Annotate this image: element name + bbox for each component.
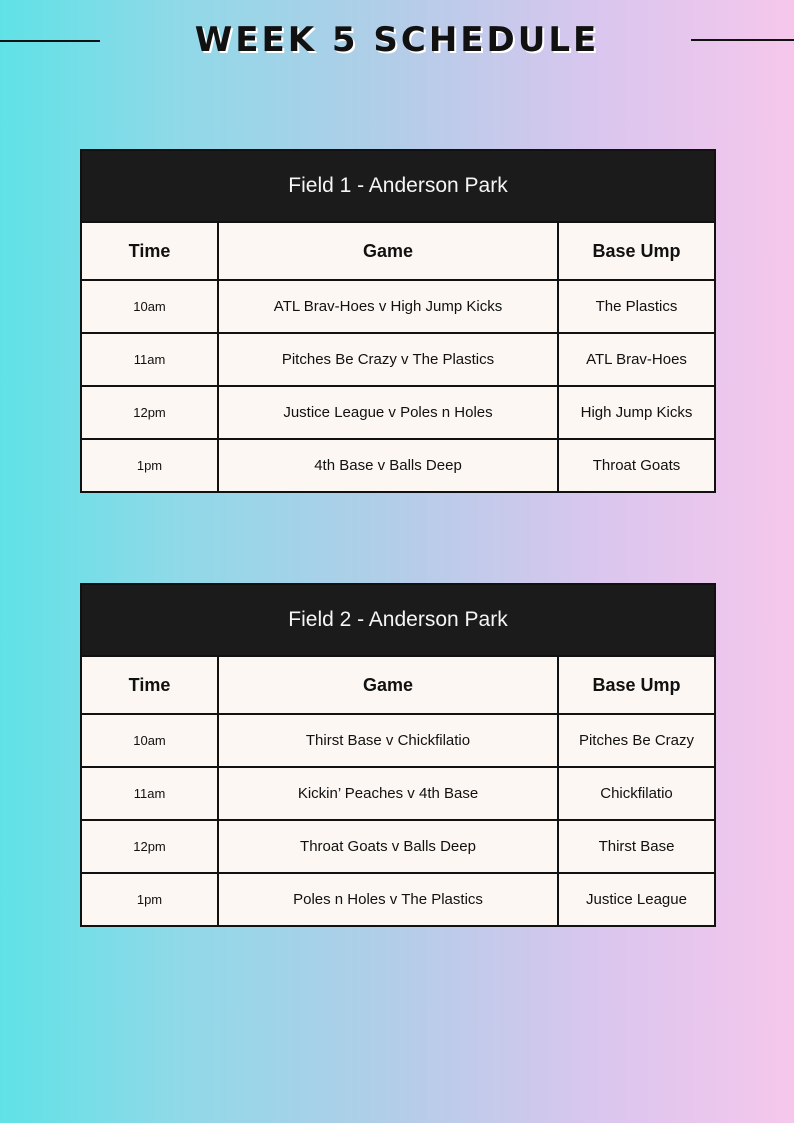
game-cell: Kickin’ Peaches v 4th Base [218, 767, 558, 820]
table-row [81, 714, 715, 767]
column-header-row [81, 656, 715, 714]
page-title: WEEK 5 SCHEDULE [194, 20, 600, 60]
ump-cell: Thirst Base [558, 820, 715, 873]
ump-cell: High Jump Kicks [558, 386, 715, 439]
game-cell: Justice League v Poles n Holes [218, 386, 558, 439]
game-column-header: Game [218, 222, 558, 280]
ump-column-header: Base Ump [558, 656, 715, 714]
time-column-header: Time [81, 656, 218, 714]
time-cell: 10am [81, 280, 218, 333]
field-2-schedule [80, 583, 714, 927]
table-row [81, 873, 715, 926]
table-row [81, 280, 715, 333]
game-cell: Throat Goats v Balls Deep [218, 820, 558, 873]
game-cell: 4th Base v Balls Deep [218, 439, 558, 492]
ump-cell: Justice League [558, 873, 715, 926]
field-1-schedule [80, 149, 714, 493]
table-row [81, 820, 715, 873]
ump-cell: Throat Goats [558, 439, 715, 492]
ump-cell: The Plastics [558, 280, 715, 333]
game-column-header: Game [218, 656, 558, 714]
time-column-header: Time [81, 222, 218, 280]
schedule-table [80, 583, 716, 927]
table-row [81, 767, 715, 820]
table-row [81, 439, 715, 492]
time-cell: 10am [81, 714, 218, 767]
table-row [81, 333, 715, 386]
time-cell: 12pm [81, 820, 218, 873]
time-cell: 1pm [81, 439, 218, 492]
time-cell: 12pm [81, 386, 218, 439]
game-cell: Pitches Be Crazy v The Plastics [218, 333, 558, 386]
field-name-header: Field 1 - Anderson Park [81, 150, 715, 222]
time-cell: 11am [81, 333, 218, 386]
game-cell: Poles n Holes v The Plastics [218, 873, 558, 926]
time-cell: 11am [81, 767, 218, 820]
table-row [81, 386, 715, 439]
field-name-header: Field 2 - Anderson Park [81, 584, 715, 656]
game-cell: Thirst Base v Chickfilatio [218, 714, 558, 767]
time-cell: 1pm [81, 873, 218, 926]
column-header-row [81, 222, 715, 280]
ump-column-header: Base Ump [558, 222, 715, 280]
ump-cell: ATL Brav-Hoes [558, 333, 715, 386]
schedule-table [80, 149, 716, 493]
ump-cell: Pitches Be Crazy [558, 714, 715, 767]
game-cell: ATL Brav-Hoes v High Jump Kicks [218, 280, 558, 333]
ump-cell: Chickfilatio [558, 767, 715, 820]
